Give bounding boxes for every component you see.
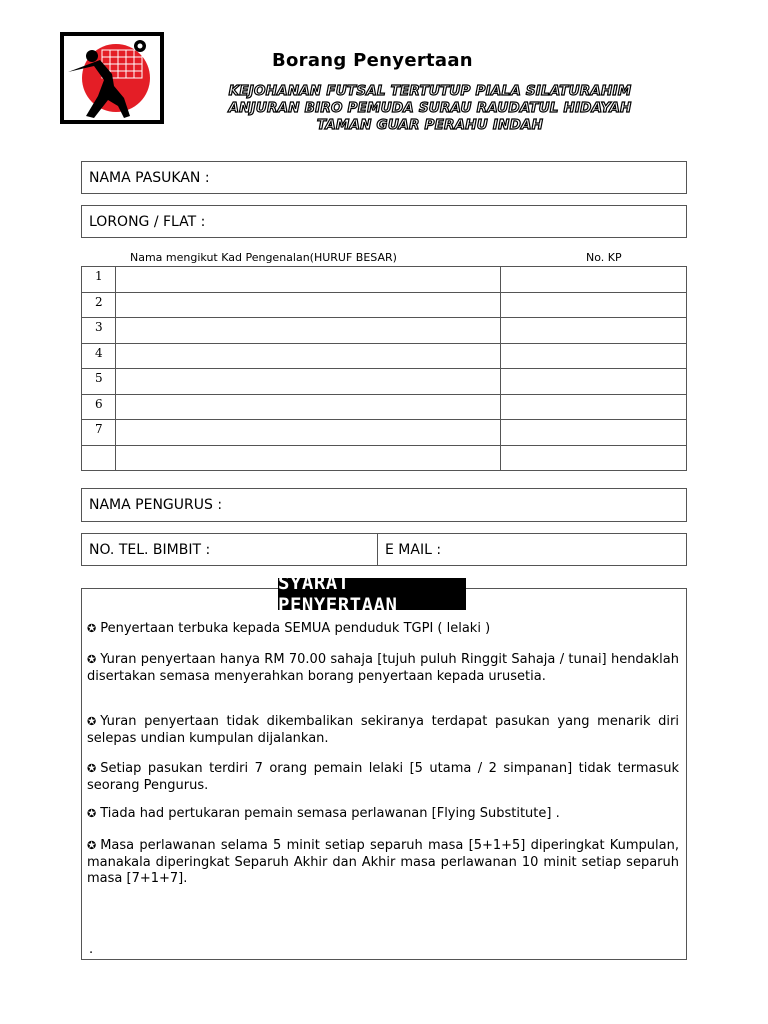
star-bullet-icon: ✪: [87, 715, 97, 728]
term-item: ✪ Yuran penyertaan hanya RM 70.00 sahaja [tujuh puluh Ringgit Sahaja / tunai] hendaklah disertakan semasa menyerahkan borang penyertaan kepada urusetia.: [87, 652, 679, 684]
lane-flat-field[interactable]: [81, 205, 687, 238]
member-row-number: 2: [82, 292, 116, 318]
team-name-label: NAMA PASUKAN :: [89, 169, 210, 186]
ic-number-column-header: No. KP: [586, 251, 622, 264]
contact-row: [81, 533, 687, 566]
trailing-dot: .: [89, 942, 94, 957]
manager-name-label: NAMA PENGURUS :: [89, 497, 223, 513]
member-ic-cell[interactable]: [501, 343, 687, 369]
member-ic-cell[interactable]: [501, 292, 687, 318]
futsal-logo: [60, 32, 164, 124]
star-bullet-icon: ✪: [87, 807, 97, 820]
member-row-number: 3: [82, 318, 116, 344]
member-name-cell[interactable]: [116, 318, 501, 344]
term-item: ✪ Tiada had pertukaran pemain semasa perlawanan [Flying Substitute] .: [87, 806, 560, 821]
term-item: ✪ Yuran penyertaan tidak dikembalikan sekiranya terdapat pasukan yang menarik diri selepas undian kumpulan dijalankan.: [87, 714, 679, 746]
event-title-line-1: KEJOHANAN FUTSAL TERTUTUP PIALA SILATURAHIM: [228, 83, 632, 99]
member-row: [82, 267, 687, 293]
lane-flat-label: LORONG / FLAT :: [89, 213, 206, 230]
member-name-cell[interactable]: [116, 445, 501, 471]
terms-heading: SYARAT PENYERTAAN: [278, 578, 466, 610]
member-name-cell[interactable]: [116, 343, 501, 369]
member-row: [82, 420, 687, 446]
email-label: E MAIL :: [385, 541, 442, 558]
member-row: [82, 343, 687, 369]
member-name-cell[interactable]: [116, 394, 501, 420]
member-ic-cell[interactable]: [501, 369, 687, 395]
star-bullet-icon: ✪: [87, 839, 97, 852]
member-ic-cell[interactable]: [501, 267, 687, 293]
member-name-cell[interactable]: [116, 369, 501, 395]
event-title-line-3: TAMAN GUAR PERAHU INDAH: [316, 117, 544, 133]
member-row: [82, 292, 687, 318]
star-bullet-icon: ✪: [87, 653, 97, 666]
member-name-cell[interactable]: [116, 292, 501, 318]
mobile-phone-label: NO. TEL. BIMBIT :: [89, 541, 211, 558]
member-ic-cell[interactable]: [501, 318, 687, 344]
star-bullet-icon: ✪: [87, 622, 97, 635]
member-ic-cell[interactable]: [501, 394, 687, 420]
member-row-number: 1: [82, 267, 116, 293]
members-table: [81, 266, 687, 471]
member-row: [82, 369, 687, 395]
member-row-number: [82, 445, 116, 471]
term-item: ✪ Penyertaan terbuka kepada SEMUA penduduk TGPI ( lelaki ): [87, 621, 491, 636]
member-row: [82, 318, 687, 344]
term-item: ✪ Setiap pasukan terdiri 7 orang pemain lelaki [5 utama / 2 simpanan] tidak termasuk seorang Pengurus.: [87, 761, 679, 793]
member-name-cell[interactable]: [116, 267, 501, 293]
term-item: ✪ Masa perlawanan selama 5 minit setiap separuh masa [5+1+5] diperingkat Kumpulan, manakala diperingkat Separuh Akhir dan Akhir masa perlawanan 10 minit setiap separuh masa [7+1+7].: [87, 838, 679, 886]
form-title: Borang Penyertaan: [272, 50, 473, 71]
member-row-number: 7: [82, 420, 116, 446]
member-name-cell[interactable]: [116, 420, 501, 446]
member-row: [82, 394, 687, 420]
member-ic-cell[interactable]: [501, 445, 687, 471]
member-row-number: 6: [82, 394, 116, 420]
email-field[interactable]: [378, 534, 686, 565]
star-bullet-icon: ✪: [87, 762, 97, 775]
manager-name-field[interactable]: [81, 488, 687, 522]
member-row: [82, 445, 687, 471]
mobile-phone-field[interactable]: [82, 534, 378, 565]
event-title-line-2: ANJURAN BIRO PEMUDA SURAU RAUDATUL HIDAYAH: [228, 100, 632, 116]
member-ic-cell[interactable]: [501, 420, 687, 446]
member-name-column-header: Nama mengikut Kad Pengenalan(HURUF BESAR): [130, 251, 397, 264]
team-name-field[interactable]: [81, 161, 687, 194]
member-row-number: 4: [82, 343, 116, 369]
member-row-number: 5: [82, 369, 116, 395]
